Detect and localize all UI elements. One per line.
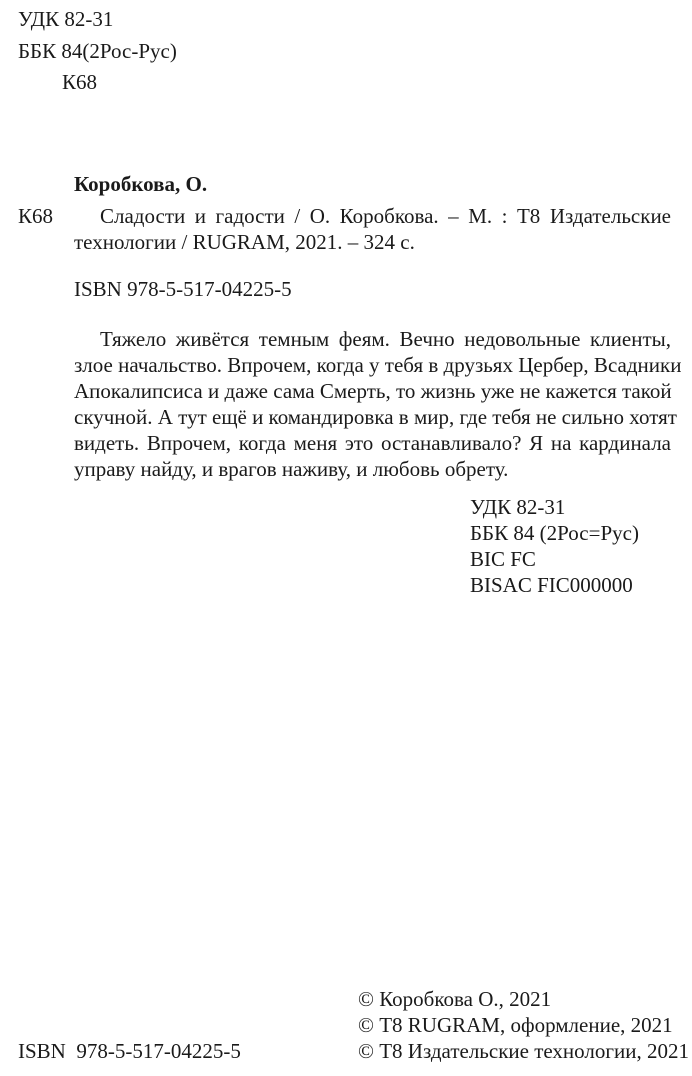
author-mark-side: К68 <box>18 204 54 228</box>
annotation-paragraph <box>74 326 682 482</box>
copyright-line: © Т8 RUGRAM, оформление, 2021 <box>358 1013 673 1037</box>
annotation-line: злое начальство. Впрочем, когда у тебя в друзьях Цербер, Всадники <box>74 353 682 377</box>
bbk-code: ББК 84 (2Рос=Рус) <box>470 521 639 545</box>
author-heading: Коробкова, О. <box>74 172 208 196</box>
annotation-line: управу найду, и врагов наживу, и любовь обрету. <box>74 457 509 481</box>
description-line-2: технологии / RUGRAM, 2021. – 324 с. <box>74 230 415 254</box>
annotation-line: скучной. А тут ещё и командировка в мир, где тебя не сильно хотят <box>74 405 677 429</box>
classification-codes <box>470 494 639 598</box>
annotation-line: Апокалипсиса и даже сама Смерть, то жизнь уже не кажется такой <box>74 379 672 403</box>
isbn-footer: ISBN 978-5-517-04225-5 <box>18 1039 241 1063</box>
copyright-line: © Т8 Издательские технологии, 2021 <box>358 1039 689 1063</box>
annotation-line: Тяжело живётся темным феям. Вечно недовольные клиенты, <box>100 327 671 351</box>
author-mark-top: К68 <box>62 70 98 94</box>
udk-code: УДК 82-31 <box>470 495 566 519</box>
bisac-code: BISAC FIC000000 <box>470 573 633 597</box>
copyright-block <box>358 986 689 1064</box>
annotation-line: видеть. Впрочем, когда меня это останавливало? Я на кардинала <box>74 431 671 455</box>
bbk-code-top: ББК 84(2Рос-Рус) <box>18 39 177 63</box>
isbn-entry: ISBN 978-5-517-04225-5 <box>74 277 292 301</box>
description-line-1: Сладости и гадости / О. Коробкова. – М. : Т8 Издательские <box>100 204 671 228</box>
bic-code: BIC FC <box>470 547 536 571</box>
udk-code-top: УДК 82-31 <box>18 7 114 31</box>
copyright-line: © Коробкова О., 2021 <box>358 987 552 1011</box>
